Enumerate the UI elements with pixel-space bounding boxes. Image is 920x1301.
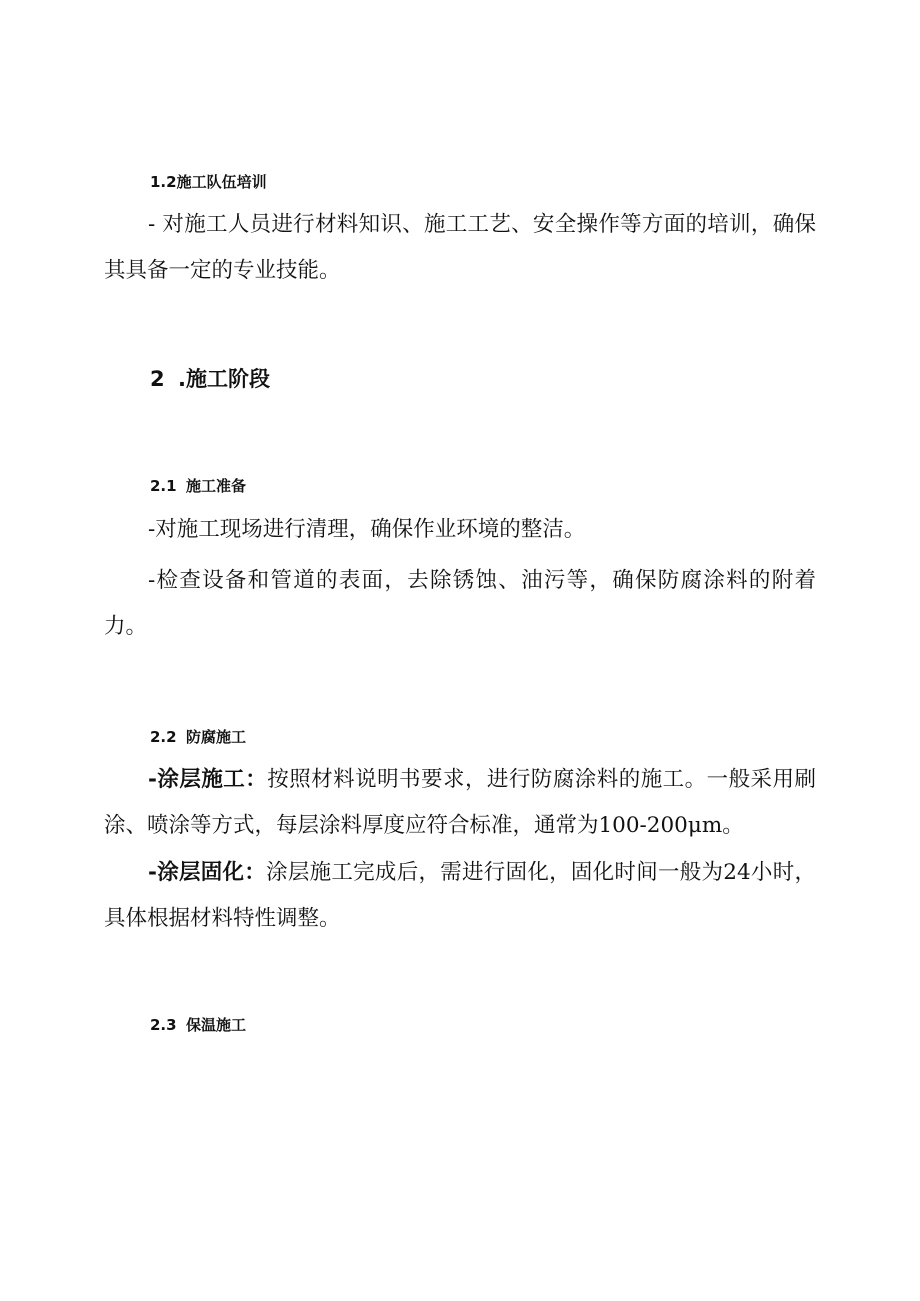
paragraph-2-2-coating-curing [104,850,816,942]
section-number: 1.2 [150,173,177,191]
section-heading-1-2 [150,172,267,192]
chapter-heading-2 [150,365,270,393]
section-title: 施工准备 [186,477,247,495]
item-text: 涂层施工完成后，需进行固化，固化时间一般为24小时，具体根据材料特性调整。 [104,860,816,931]
chapter-title: .施工阶段 [178,367,270,391]
paragraph-2-2-coating-application [104,757,816,849]
section-heading-2-3 [150,1015,246,1035]
section-title: 施工队伍培训 [176,173,267,191]
chapter-number: 2 [150,367,165,391]
section-heading-2-2 [150,727,246,747]
section-title: 保温施工 [186,1016,247,1034]
paragraph-1-2-training: - 对施工人员进行材料知识、施工工艺、安全操作等方面的培训，确保其具备一定的专业技能。 [104,212,816,283]
paragraph-2-1-inspect: -检查设备和管道的表面，去除锈蚀、油污等，确保防腐涂料的附着力。 [104,568,816,639]
paragraph-2-1-cleanup: -对施工现场进行清理，确保作业环境的整洁。 [148,517,586,542]
item-text: 按照材料说明书要求，进行防腐涂料的施工。一般采用刷涂、喷涂等方式，每层涂料厚度应符合标准，通常为100-200μm。 [104,767,816,838]
section-number: 2.1 [150,477,177,495]
section-heading-2-1 [150,476,246,496]
item-lead-label: -涂层固化： [148,860,267,885]
section-number: 2.2 [150,728,177,746]
item-lead-label: -涂层施工： [148,767,268,792]
section-title: 防腐施工 [186,728,247,746]
section-number: 2.3 [150,1016,177,1034]
